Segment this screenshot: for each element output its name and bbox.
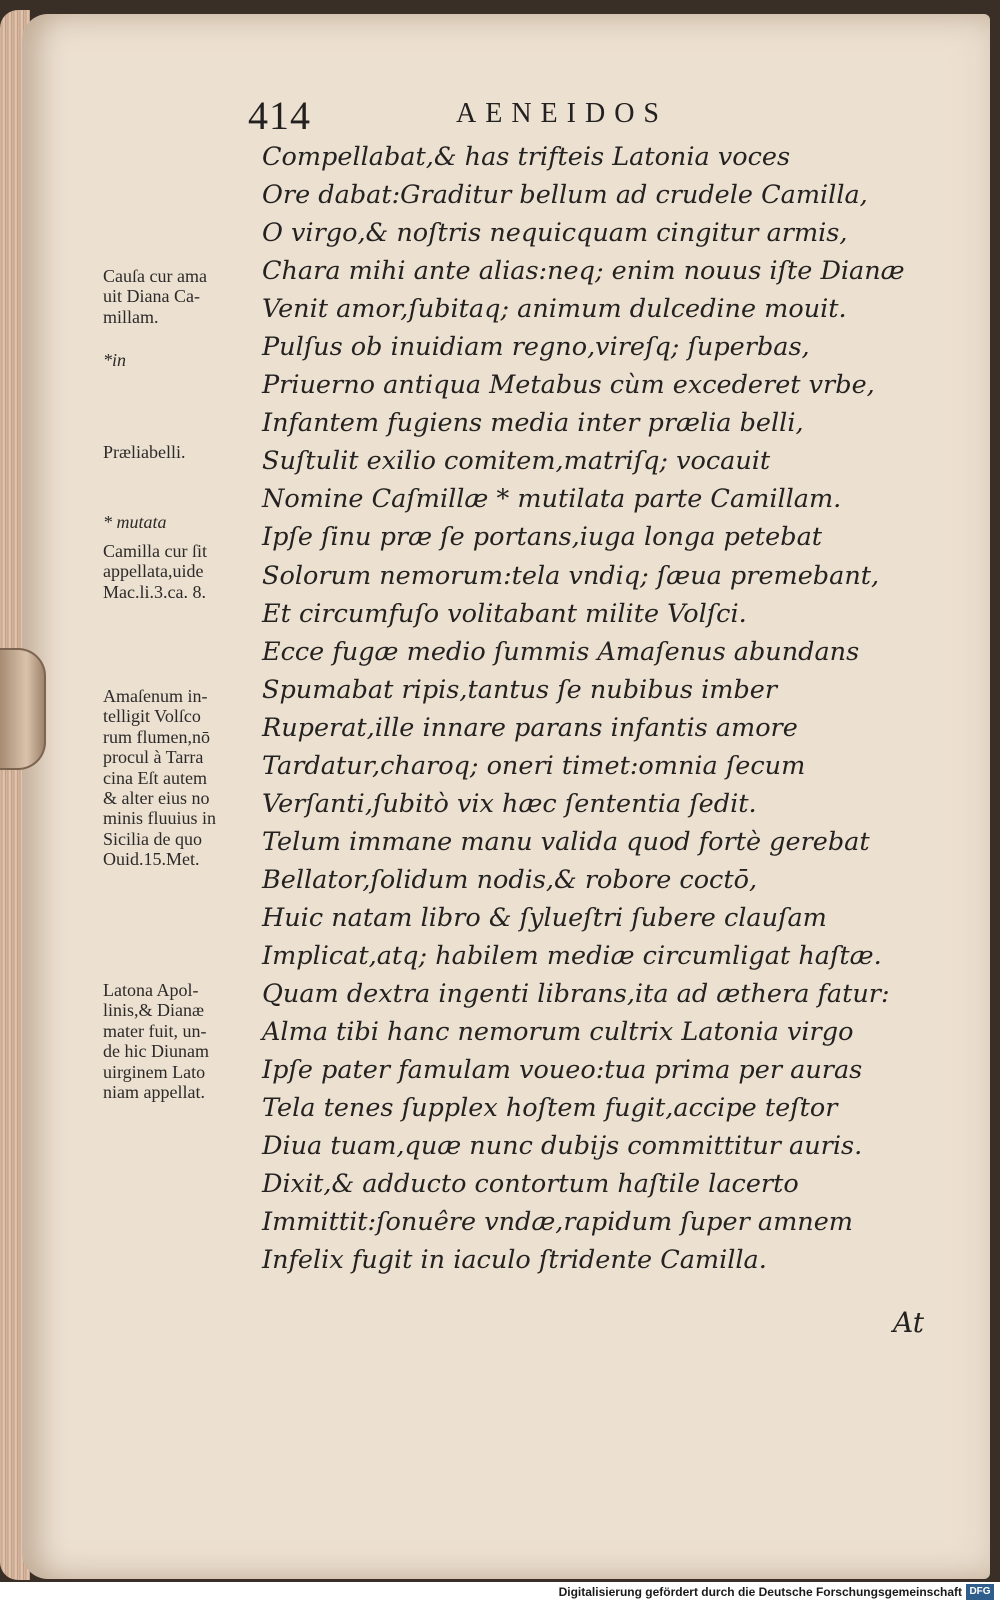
verse-line: Ore dabat:Graditur bellum ad crudele Camilla, (262, 180, 868, 211)
verse-line: Compellabat,& has trifteis Latonia voces (262, 142, 791, 172)
margin-note-camilla-love (103, 266, 271, 327)
page-clip (0, 648, 46, 770)
page-header (0, 86, 1000, 146)
margin-note-line: *in (103, 350, 127, 370)
margin-note-line: Amaſenum in- (103, 686, 208, 706)
verse-line: Huic natam libro & ſylueſtri ſubere clauſam (262, 902, 827, 933)
margin-note-line: Latona Apol- (103, 980, 199, 1000)
verse-line: Immittit:ſonuêre vndæ,rapidum ſuper amnem (262, 1207, 853, 1238)
verse-line: Diua tuam,quæ nunc dubijs committitur auris. (262, 1131, 863, 1162)
margin-note-camilla-name (103, 541, 271, 602)
verse-line: Alma tibi hanc nemorum cultrix Latonia virgo (262, 1017, 854, 1048)
running-title: AENEIDOS (456, 98, 668, 129)
margin-note-line: Præliabelli. (103, 442, 186, 462)
page-number: 414 (248, 93, 311, 138)
verse-line: Suſtulit exilio comitem,matriſq; vocauit (262, 446, 771, 477)
verse-text (262, 138, 962, 1279)
verse-line: Priuerno antiqua Metabus cùm excederet vrbe, (262, 370, 875, 401)
catchword: At (893, 1306, 924, 1339)
margin-note-variant-mutata (103, 512, 271, 532)
margin-note-line: telligit Volſco (103, 706, 201, 727)
verse-line: Tela tenes ſupplex hoſtem fugit,accipe teſtor (262, 1093, 838, 1124)
dfg-logo: DFG (966, 1584, 994, 1600)
verse-line: Ipſe pater famulam voueo:tua prima per auras (262, 1055, 863, 1086)
margin-note-line: niam appellat. (103, 1082, 205, 1103)
verse-line: Verſanti,ſubitò vix hæc ſententia ſedit. (262, 788, 757, 819)
margin-note-line: appellata,uide (103, 561, 204, 582)
margin-note-line: cina Eſt autem (103, 767, 207, 788)
verse-line: Dixit,& adducto contortum haſtile lacerto (262, 1169, 799, 1200)
margin-note-line: uit Diana Ca- (103, 286, 200, 307)
verse-line: O virgo,& noſtris nequicquam cingitur armis, (262, 218, 848, 249)
margin-note-line: Ouid.15.Met. (103, 849, 200, 870)
margin-note-line: Cauſa cur ama (103, 266, 207, 286)
verse-line: Ecce fugæ medio ſummis Amaſenus abundans (262, 636, 860, 667)
margin-note-praelia (103, 442, 271, 462)
verse-line: Solorum nemorum:tela vndiq; ſæua premebant, (262, 560, 880, 591)
verse-line: Chara mihi ante alias:neq; enim nouus iſte Dianæ (262, 256, 905, 287)
verse-line: Venit amor,ſubitaq; animum dulcedine mouit. (262, 294, 847, 325)
verse-line: Nomine Caſmillæ * mutilata parte Camillam. (262, 484, 842, 515)
verse-line: Et circumfuſo volitabant milite Volſci. (262, 598, 747, 629)
verse-line: Implicat,atq; habilem mediæ circumligat haſtæ. (262, 940, 882, 971)
margin-note-line: minis fluuius in (103, 808, 217, 829)
footer-credit: Digitalisierung gefördert durch die Deutsche Forschungsgemeinschaft (558, 1585, 962, 1599)
margin-note-line: rum flumen,nō (103, 726, 210, 747)
verse-line: Ruperat,ille innare parans infantis amore (262, 712, 798, 743)
verse-line: Ipſe ſinu præ ſe portans,iuga longa petebat (262, 522, 823, 553)
margin-note-line: Camilla cur ſit (103, 541, 207, 561)
footer-bar (0, 1582, 1000, 1604)
margin-note-line: procul à Tarra (103, 747, 204, 768)
margin-note-line: Mac.li.3.ca. 8. (103, 581, 206, 602)
verse-line: Tardatur,charoq; oneri timet:omnia ſecum (262, 750, 806, 781)
verse-line: Infelix fugit in iaculo ſtridente Camilla. (262, 1245, 767, 1276)
verse-line: Infantem fugiens media inter prælia belli, (262, 408, 804, 439)
margin-note-line: & alter eius no (103, 788, 210, 809)
verse-line: Spumabat ripis,tantus ſe nubibus imber (262, 674, 778, 705)
margin-note-line: de hic Diunam (103, 1041, 209, 1062)
margin-note-latona (103, 980, 271, 1102)
margin-note-line: linis,& Dianæ (103, 1000, 205, 1021)
margin-note-line: mater fuit, un- (103, 1020, 207, 1041)
verse-line: Bellator,ſolidum nodis,& robore coctō, (262, 864, 758, 895)
verse-line: Telum immane manu valida quod fortè gerebat (262, 826, 870, 857)
verse-line: Pulſus ob inuidiam regno,vireſq; ſuperbas, (262, 332, 810, 363)
margin-note-line: uirginem Lato (103, 1061, 206, 1082)
margin-note-line: * mutata (103, 512, 167, 532)
margin-note-variant-in (103, 350, 271, 370)
verse-line: Quam dextra ingenti librans,ita ad æthera fatur: (262, 979, 890, 1010)
margin-note-line: millam. (103, 306, 159, 327)
margin-note-amasenus (103, 686, 271, 870)
margin-note-line: Sicilia de quo (103, 828, 202, 849)
